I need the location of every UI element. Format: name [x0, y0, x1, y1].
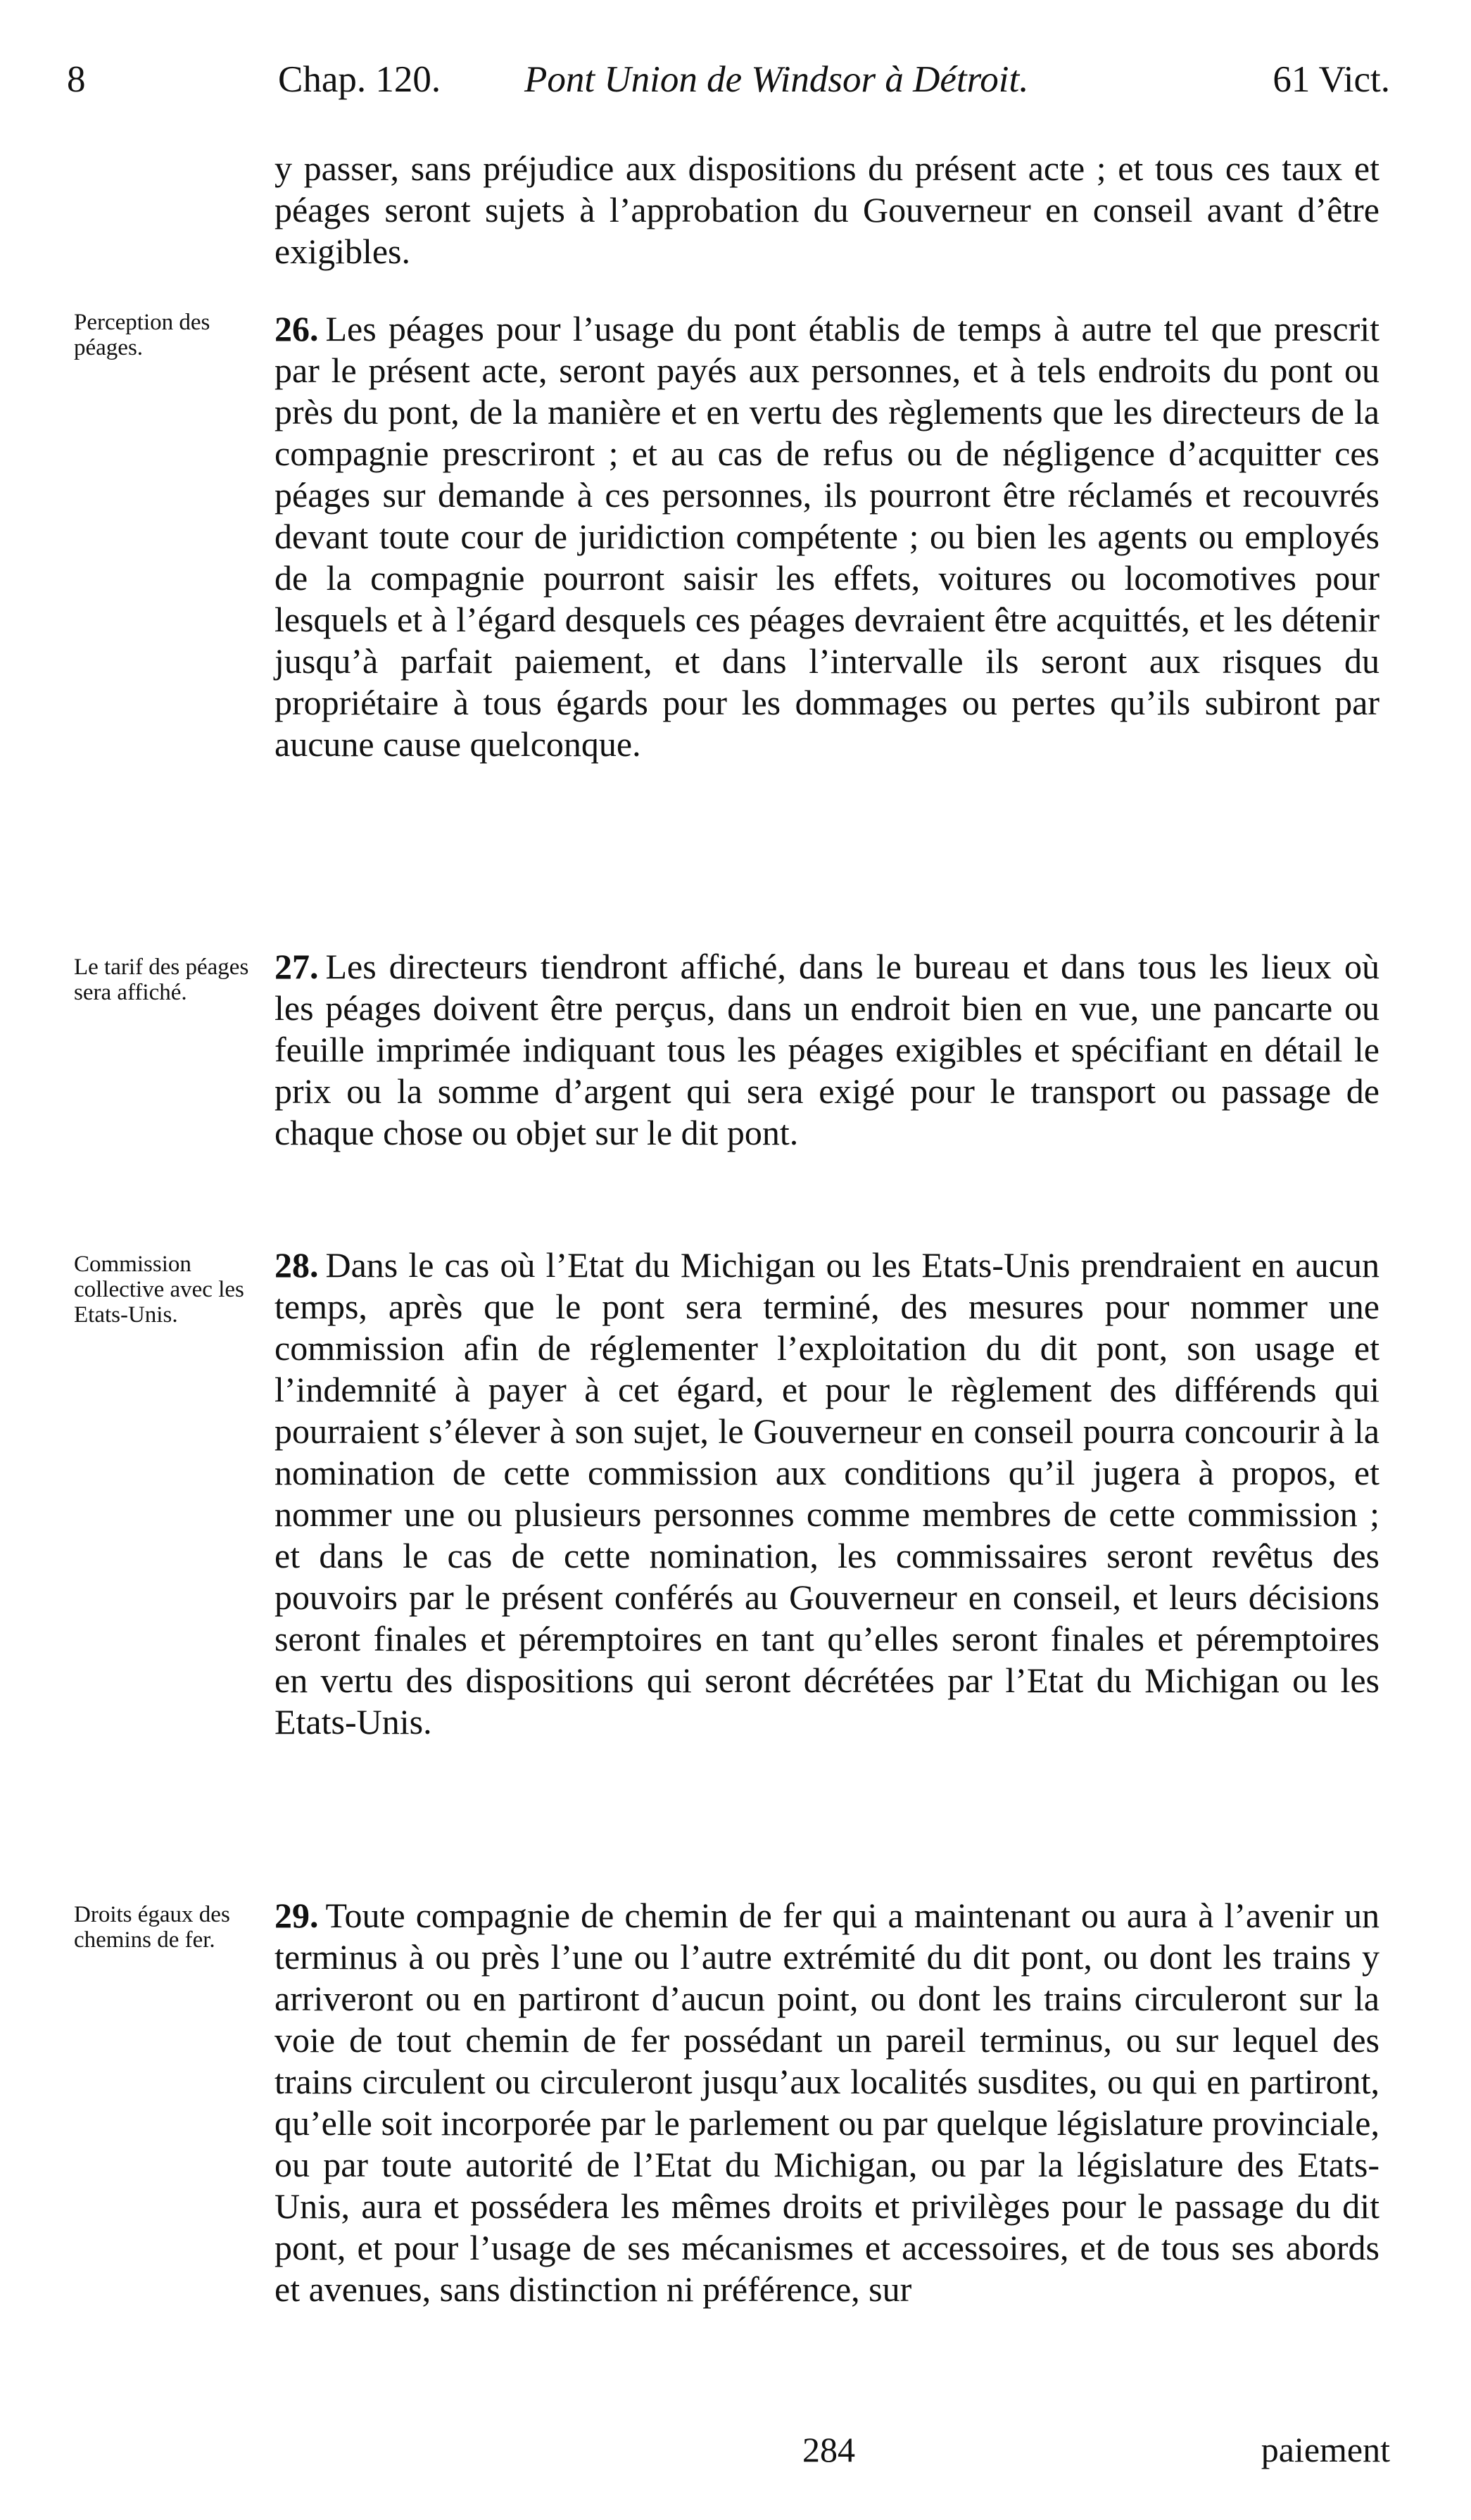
section-text-29: Toute compagnie de chemin de fer qui a maintenant ou aura à l’avenir un terminus à ou près l’une ou l’autre extrémité du dit pont, ou dont les trains y arriveront ou en partiront d’aucun point, ou dont les trains circuleront sur la voie de tout chemin de fer possédant un pareil terminus, ou sur lequel des trains circulent ou circuleront jusqu’aux localités susdites, ou qui en partiront, qu’elle soit incorporée par le parlement ou par quelque législature provinciale, ou par toute autorité de l’Etat du Michigan, ou par la législature des Etats-Unis, aura et possédera les mêmes droits et privilèges pour le passage du dit pont, et pour l’usage de ses mécanismes et accessoires, et de tous ses abords et avenues, sans distinction ni préférence, sur — [274, 1896, 1380, 2309]
section-29 — [274, 1895, 1380, 2310]
header-page-number: 8 — [67, 59, 86, 100]
margin-note-28: Commission collective avec les Etats-Unis. — [74, 1252, 244, 1328]
margin-note-27: Le tarif des péages sera affiché. — [74, 955, 249, 1005]
section-26 — [274, 308, 1380, 765]
section-text-28: Dans le cas où l’Etat du Michigan ou les Etats-Unis prendraient en aucun temps, après que le pont sera terminé, des mesures pour nommer une commission afin de réglementer l’exploitation du dit pont, son usage et l’indemnité à payer à cet égard, et pour le règlement des différends qui pourraient s’élever à son sujet, le Gouverneur en conseil pourra concourir à la nomination de cette commission aux conditions qu’il jugera à propos, et nommer une ou plusieurs personnes comme membres de cette commission ; et dans le cas de cette nomination, les commissaires seront revêtus des pouvoirs par le présent conférés au Gouverneur en conseil, et leurs décisions seront finales et péremptoires en tant qu’elles seront finales et péremptoires en vertu des dispositions qui seront décrétées par l’Etat du Michigan ou les Etats-Unis. — [274, 1245, 1380, 1741]
section-number-28: 28. — [274, 1245, 319, 1285]
section-number-27: 27. — [274, 947, 319, 986]
section-number-26: 26. — [274, 309, 319, 348]
header-chapter: Chap. 120. — [278, 59, 441, 100]
margin-note-29: Droits égaux des chemins de fer. — [74, 1902, 230, 1953]
margin-note-26: Perception des péages. — [74, 310, 210, 360]
catchword: paiement — [1261, 2430, 1390, 2469]
section-28 — [274, 1245, 1380, 1743]
continuation-paragraph: y passer, sans préjudice aux dispositions du présent acte ; et tous ces taux et péages seront sujets à l’approbation du Gouverneur en conseil avant d’être exigibles. — [274, 149, 1380, 271]
header-title: Pont Union de Windsor à Détroit. — [524, 59, 1029, 100]
section-text-26: Les péages pour l’usage du pont établis de temps à autre tel que prescrit par le présent acte, seront payés aux personnes, et à tels endroits du pont ou près du pont, de la manière et en vertu des règlements que les directeurs de la compagnie prescriront ; et au cas de refus ou de négligence d’acquitter ces péages sur demande à ces personnes, ils pourront être réclamés et recouvrés devant toute cour de juridiction compétente ; ou bien les agents ou employés de la compagnie pourront saisir les effets, voitures ou locomotives pour lesquels et à l’égard desquels ces péages devraient être acquittés, et les détenir jusqu’à parfait paiement, et dans l’intervalle ils seront aux risques du propriétaire à tous égards pour les dommages ou pertes qu’ils subiront par aucune cause quelconque. — [274, 309, 1380, 764]
page-footer — [0, 2428, 1471, 2471]
section-number-29: 29. — [274, 1896, 319, 1935]
header-regnal-year: 61 Vict. — [1273, 59, 1390, 100]
footer-page-number: 284 — [802, 2430, 855, 2469]
section-27 — [274, 946, 1380, 1154]
section-text-27: Les directeurs tiendront affiché, dans le bureau et dans tous les lieux où les péages doivent être perçus, dans un endroit bien en vue, une pancarte ou feuille imprimée indiquant tous les péages exigibles et spécifiant en détail le prix ou la somme d’argent qui sera exigé pour le transport ou passage de chaque chose ou objet sur le dit pont. — [274, 947, 1380, 1152]
running-header — [67, 55, 1390, 104]
